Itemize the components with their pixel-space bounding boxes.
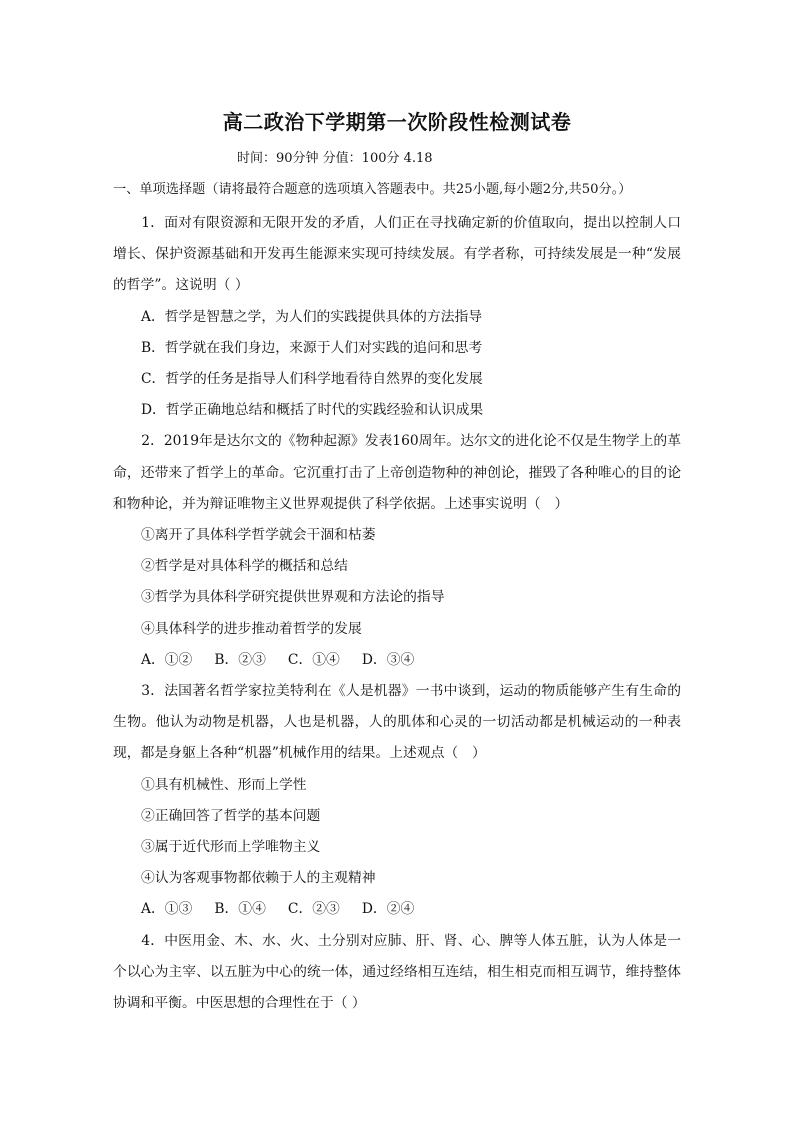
option-a: A．哲学是智慧之学，为人们的实践提供具体的方法指导 [141,308,483,325]
question-1 [113,208,681,426]
statement-2: ②正确回答了哲学的基本问题 [141,807,321,824]
question-list [113,208,681,1019]
choice-c: C．②③ [287,901,340,918]
answer-choices [113,894,681,925]
section-heading: 一、单项选择题（请将最符合题意的选项填入答题表中。共25小题,每小题2分,共50分。） [113,182,632,197]
choice-a: A．①② [141,651,193,668]
question-2 [113,426,681,676]
statement-2: ②哲学是对具体科学的概括和总结 [141,558,348,575]
statement-1: ①具有机械性、形而上学性 [141,776,307,793]
statement-4: ④具体科学的进步推动着哲学的发展 [141,620,362,637]
choice-d: D．②④ [361,901,415,918]
question-3 [113,676,681,926]
question-4 [113,926,681,1020]
choice-b: B．②③ [214,651,266,668]
question-stem: 1．面对有限资源和无限开发的矛盾，人们正在寻找确定新的价值取向，提出以控制人口增长、保护资源基础和开发再生能源来实现可持续发展。有学者称，可持续发展是一种“发展的哲学”。这说明（ ） [113,215,681,294]
page-title: 高二政治下学期第一次阶段性检测试卷 [222,110,572,134]
question-stem: 3．法国著名哲学家拉美特利在《人是机器》一书中谈到，运动的物质能够产生有生命的生物。他认为动物是机器，人也是机器，人的肌体和心灵的一切活动都是机械运动的一种表现，都是身躯上各种“机器”机械作用的结果。上述观点（ ） [113,683,681,762]
question-stem: 2．2019年是达尔文的《物种起源》发表160周年。达尔文的进化论不仅是生物学上的革命，还带来了哲学上的革命。它沉重打击了上帝创造物种的神创论，摧毁了各种唯心的目的论和物种论，并为辩证唯物主义世界观提供了科学依据。上述事实说明（ ） [113,433,681,512]
option-c: C．哲学的任务是指导人们科学地看待自然界的变化发展 [141,371,483,388]
option-d: D．哲学正确地总结和概括了时代的实践经验和认识成果 [141,402,484,419]
choice-a: A．①③ [141,901,193,918]
statement-3: ③哲学为具体科学研究提供世界观和方法论的指导 [141,589,445,606]
statement-4: ④认为客观事物都依赖于人的主观精神 [141,870,376,887]
exam-meta: 时间：90分钟 分值：100分 4.18 [237,151,433,166]
choice-c: C．①④ [287,651,340,668]
choice-d: D．③④ [361,651,415,668]
statement-1: ①离开了具体科学哲学就会干涸和枯萎 [141,527,376,544]
answer-choices [113,645,681,676]
choice-b: B．①④ [214,901,266,918]
statement-3: ③属于近代形而上学唯物主义 [141,839,321,856]
question-stem: 4．中医用金、木、水、火、土分别对应肺、肝、肾、心、脾等人体五脏，认为人体是一个以心为主宰、以五脏为中心的统一体，通过经络相互连结，相生相克而相互调节，维持整体协调和平衡。中医思想的合理性在于（ ） [113,932,681,1012]
option-b: B．哲学就在我们身边，来源于人们对实践的追问和思考 [141,339,483,356]
